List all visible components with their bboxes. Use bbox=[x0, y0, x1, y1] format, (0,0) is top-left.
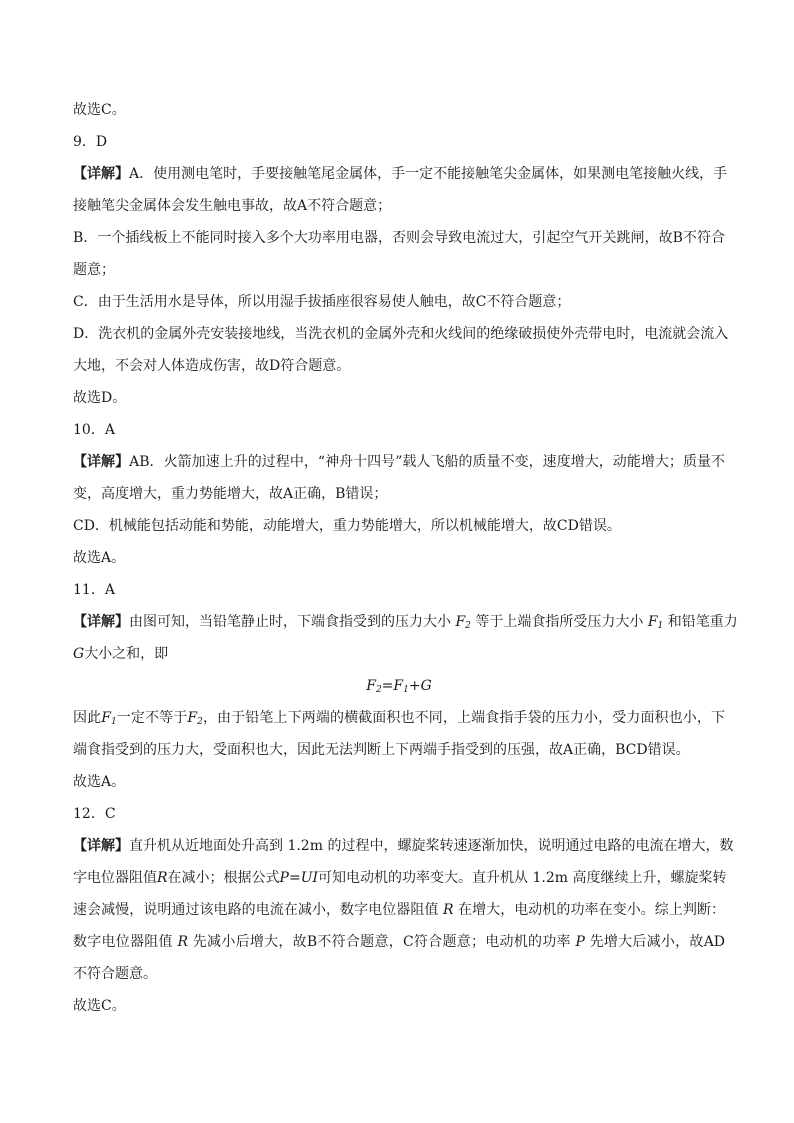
q11-number: 11．A bbox=[73, 582, 115, 598]
q11-line-4: 端食指受到的压力大，受面积也大，因此无法判断上下两端手指受到的压强，故A正确，BCD错误。 bbox=[73, 742, 690, 758]
q9-number: 9．D bbox=[73, 134, 108, 150]
q12-line-2: 字电位器阻值R在减小；根据公式P=UI可知电动机的功率变大。直升机从 1.2m 高度继续上升，螺旋桨转 bbox=[73, 870, 727, 886]
q9-line-7: 大地，不会对人体造成伤害，故D符合题意。 bbox=[73, 358, 351, 374]
q12-conclusion: 故选C。 bbox=[73, 998, 126, 1014]
symbol-g: G bbox=[73, 646, 85, 662]
q11-line-1: 【详解】由图可知，当铅笔静止时，下端食指受到的压力大小 $F_2$ 等于上端食指所受压力大小 $F_1$ 和铅笔重力 bbox=[73, 614, 738, 631]
q11-equation: $F_2=F_1+G$ bbox=[366, 678, 432, 695]
q10-detail-tag: 【详解】 bbox=[73, 454, 130, 470]
q10-number: 10．A bbox=[73, 422, 115, 438]
q11-line-3: 因此$F_1$一定不等于$F_2$，由于铅笔上下两端的横截面积也不同，上端食指手袋的压力小，受力面积也小，下 bbox=[73, 710, 726, 727]
q9-conclusion: 故选D。 bbox=[73, 390, 127, 406]
symbol-p: P bbox=[575, 934, 585, 950]
q12-line-5: 不符合题意。 bbox=[73, 966, 157, 982]
q12-detail-tag: 【详解】 bbox=[73, 838, 129, 854]
q10-conclusion: 故选A。 bbox=[73, 550, 126, 566]
q8-conclusion: 故选C。 bbox=[73, 102, 126, 118]
q9-line-1: 【详解】A．使用测电笔时，手要接触笔尾金属体，手一定不能接触笔尖金属体，如果测电笔接触火线，手 bbox=[73, 166, 728, 182]
symbol-f1: $F_1$ bbox=[647, 614, 664, 631]
formula-p-ui: P=UI bbox=[279, 870, 319, 886]
q10-line-3: CD．机械能包括动能和势能，动能增大，重力势能增大，所以机械能增大，故CD错误。 bbox=[73, 518, 621, 534]
q11-detail-tag: 【详解】 bbox=[73, 614, 129, 630]
q9-line-4: 题意； bbox=[73, 262, 115, 278]
q11-conclusion: 故选A。 bbox=[73, 774, 126, 790]
q12-line-3: 速会减慢，说明通过该电路的电流在减小，数字电位器阻值 R 在增大，电动机的功率在变小。综上判断： bbox=[73, 902, 726, 918]
q10-line-2: 变，高度增大，重力势能增大，故A正确，B错误； bbox=[73, 486, 388, 502]
symbol-r: R bbox=[157, 870, 168, 886]
q9-line-5: C．由于生活用水是导体，所以用湿手拔插座很容易使人触电，故C不符合题意； bbox=[73, 294, 571, 310]
q11-line-2: G大小之和，即 bbox=[73, 646, 169, 662]
q9-line-2: 接触笔尖金属体会发生触电事故，故A不符合题意； bbox=[73, 198, 392, 214]
q9-detail-tag: 【详解】 bbox=[73, 166, 129, 182]
symbol-f2: $F_2$ bbox=[455, 614, 471, 631]
q12-line-1: 【详解】直升机从近地面处升高到 1.2m 的过程中，螺旋桨转速逐渐加快，说明通过电路的电流在增大，数 bbox=[73, 838, 734, 854]
q12-line-4: 数字电位器阻值 R 先减小后增大，故B不符合题意，C符合题意；电动机的功率 P 先增大后减小，故AD bbox=[73, 934, 726, 950]
q12-number: 12．C bbox=[73, 806, 116, 822]
q10-line-1: 【详解】AB．火箭加速上升的过程中，“神舟十四号”载人飞船的质量不变，速度增大，动能增大；质量不 bbox=[73, 454, 726, 470]
q9-line-6: D．洗衣机的金属外壳安装接地线，当洗衣机的金属外壳和火线间的绝缘破损使外壳带电时，电流就会流入 bbox=[73, 326, 729, 342]
q9-line-3: B．一个插线板上不能同时接入多个大功率用电器，否则会导致电流过大，引起空气开关跳闸，故B不符合 bbox=[73, 230, 725, 246]
